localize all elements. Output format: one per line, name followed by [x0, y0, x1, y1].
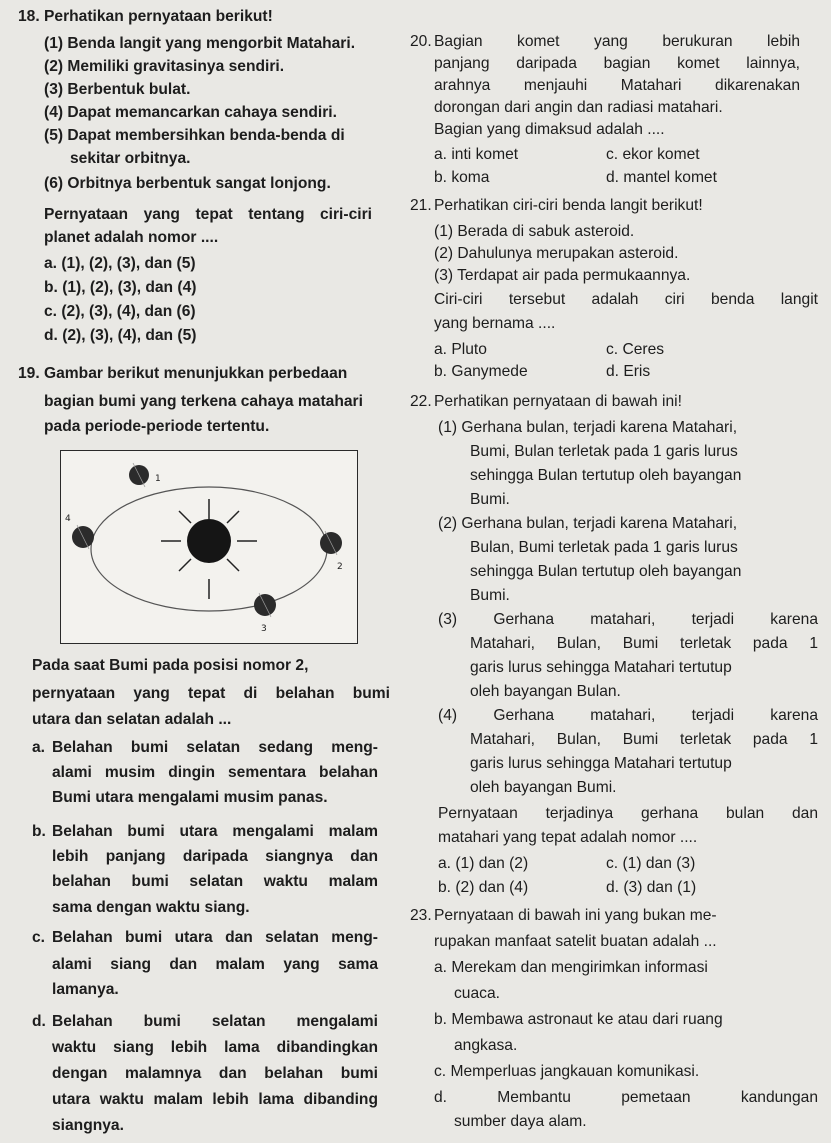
position-label: 1 — [155, 474, 161, 484]
option-line: Belahan bumi selatan sedang meng- — [52, 739, 378, 756]
item-line: (2) Gerhana bulan, terjadi karena Matahari, — [438, 515, 738, 532]
option-line: siangnya. — [52, 1117, 124, 1134]
option-d: d. mantel komet — [606, 169, 717, 186]
option-line: lamanya. — [52, 981, 119, 998]
option-a: a. (1), (2), (3), dan (5) — [44, 255, 196, 272]
earth-position-2 — [320, 531, 343, 572]
question-number: 19. — [18, 365, 40, 382]
option-letter: b. — [32, 823, 46, 840]
option-line: Belahan bumi utara dan selatan meng- — [52, 929, 378, 946]
question-number: 22. — [410, 393, 432, 410]
statement: (4) Dapat memancarkan cahaya sendiri. — [44, 104, 337, 121]
option-b: b. koma — [434, 169, 490, 186]
statement: (3) Berbentuk bulat. — [44, 81, 191, 98]
item-line: oleh bayangan Bumi. — [470, 779, 617, 796]
option-a-line: a. Merekam dan mengirimkan informasi — [434, 959, 708, 976]
statement: (1) Benda langit yang mengorbit Matahari. — [44, 35, 356, 52]
question-text: matahari yang tepat adalah nomor .... — [438, 829, 698, 846]
option-line: alami siang dan malam yang sama — [52, 956, 378, 973]
option-a: a. inti komet — [434, 146, 519, 163]
question-text: planet adalah nomor .... — [44, 229, 219, 246]
question-line: dorongan dari angin dan radiasi matahari. — [434, 99, 723, 116]
item-line: (4) Gerhana matahari, terjadi karena — [438, 707, 818, 724]
item-line: oleh bayangan Bulan. — [470, 683, 621, 700]
option-c: c. (1) dan (3) — [606, 855, 696, 872]
question-number: 23. — [410, 907, 432, 924]
question-text: Pernyataan yang tepat tentang ciri-ciri — [44, 206, 372, 223]
statement: (2) Memiliki gravitasinya sendiri. — [44, 58, 285, 75]
question-stem: Perhatikan ciri-ciri benda langit berikut! — [434, 197, 703, 214]
item-line: sehingga Bulan tertutup oleh bayangan — [470, 563, 742, 580]
question-stem: Pernyataan di bawah ini yang bukan me- — [434, 907, 717, 924]
question-text: Pada saat Bumi pada posisi nomor 2, — [32, 657, 309, 674]
sun — [161, 499, 257, 599]
question-number: 21. — [410, 197, 432, 214]
item: (3) Terdapat air pada permukaannya. — [434, 267, 691, 284]
option-a-line: cuaca. — [454, 985, 500, 1002]
item-line: garis lurus sehingga Matahari tertutup — [470, 659, 732, 676]
option-line: belahan bumi selatan waktu malam — [52, 873, 378, 890]
question-stem: Perhatikan pernyataan berikut! — [44, 8, 273, 25]
question-line: Bagian komet yang berukuran lebih — [434, 33, 800, 50]
earth-orbit-figure — [60, 450, 358, 644]
option-line: lebih panjang daripada siangnya dan — [52, 848, 378, 865]
position-label: 2 — [337, 562, 343, 572]
question-text: Ciri-ciri tersebut adalah ciri benda langit — [434, 291, 818, 308]
option-line: alami musim dingin sementara belahan — [52, 764, 378, 781]
earth-position-1 — [129, 463, 161, 487]
question-text: yang bernama .... — [434, 315, 556, 332]
option-c: c. ekor komet — [606, 146, 700, 163]
item-line: Bumi. — [470, 587, 510, 604]
option-line: utara waktu malam lebih lama dibanding — [52, 1091, 378, 1108]
option-b: b. (1), (2), (3), dan (4) — [44, 279, 197, 296]
position-label: 4 — [65, 514, 71, 524]
item-line: Matahari, Bulan, Bumi terletak pada 1 — [470, 731, 818, 748]
statement: (5) Dapat membersihkan benda-benda di — [44, 127, 345, 144]
question-stem: Perhatikan pernyataan di bawah ini! — [434, 393, 682, 410]
item-line: Bumi. — [470, 491, 510, 508]
question-text: utara dan selatan adalah ... — [32, 711, 232, 728]
option-d: d. (2), (3), (4), dan (5) — [44, 327, 197, 344]
option-line: sama dengan waktu siang. — [52, 899, 250, 916]
item-line: sehingga Bulan tertutup oleh bayangan — [470, 467, 742, 484]
question-stem: rupakan manfaat satelit buatan adalah ... — [434, 933, 717, 950]
item-line: Bumi, Bulan terletak pada 1 garis lurus — [470, 443, 738, 460]
question-line: panjang daripada bagian komet lainnya, — [434, 55, 800, 72]
option-line: dengan malamnya dan belahan bumi — [52, 1065, 378, 1082]
option-line: Belahan bumi utara mengalami malam — [52, 823, 378, 840]
question-text: Pernyataan terjadinya gerhana bulan dan — [438, 805, 818, 822]
question-line: arahnya menjauhi Matahari dikarenakan — [434, 77, 800, 94]
option-d: d. (3) dan (1) — [606, 879, 697, 896]
item-line: (1) Gerhana bulan, terjadi karena Matahari, — [438, 419, 738, 436]
question-line: Bagian yang dimaksud adalah .... — [434, 121, 665, 138]
option-line: waktu siang lebih lama dibandingkan — [52, 1039, 378, 1056]
option-c: c. (2), (3), (4), dan (6) — [44, 303, 196, 320]
option-letter: d. — [32, 1013, 46, 1030]
option-b-line: angkasa. — [454, 1037, 518, 1054]
option-letter: c. — [32, 929, 46, 946]
question-number: 18. — [18, 8, 40, 25]
statement: (6) Orbitnya berbentuk sangat lonjong. — [44, 175, 331, 192]
option-line: Bumi utara mengalami musim panas. — [52, 789, 328, 806]
item: (2) Dahulunya merupakan asteroid. — [434, 245, 679, 262]
position-label: 3 — [261, 624, 267, 634]
option-c-line: c. Memperluas jangkauan komunikasi. — [434, 1063, 700, 1080]
option-a: a. (1) dan (2) — [438, 855, 529, 872]
option-c: c. Ceres — [606, 341, 665, 358]
question-stem: pada periode-periode tertentu. — [44, 418, 270, 435]
option-line: Belahan bumi selatan mengalami — [52, 1013, 378, 1030]
option-letter: a. — [32, 739, 46, 756]
question-stem: Gambar berikut menunjukkan perbedaan — [44, 365, 348, 382]
item-line: garis lurus sehingga Matahari tertutup — [470, 755, 732, 772]
question-text: pernyataan yang tepat di belahan bumi — [32, 685, 390, 702]
orbit-diagram — [61, 451, 357, 643]
question-stem: bagian bumi yang terkena cahaya matahari — [44, 393, 363, 410]
question-number: 20. — [410, 33, 432, 50]
earth-position-4 — [65, 514, 94, 549]
statement: sekitar orbitnya. — [70, 150, 191, 167]
earth-position-3 — [254, 593, 276, 634]
option-d-line: sumber daya alam. — [454, 1113, 587, 1130]
option-b: b. (2) dan (4) — [438, 879, 529, 896]
option-a: a. Pluto — [434, 341, 487, 358]
item-line: Bulan, Bumi terletak pada 1 garis lurus — [470, 539, 738, 556]
item-line: Matahari, Bulan, Bumi terletak pada 1 — [470, 635, 818, 652]
option-d: d. Eris — [606, 363, 651, 380]
option-d-line: d. Membantu pemetaan kandungan — [434, 1089, 818, 1106]
item: (1) Berada di sabuk asteroid. — [434, 223, 635, 240]
item-line: (3) Gerhana matahari, terjadi karena — [438, 611, 818, 628]
option-b: b. Ganymede — [434, 363, 528, 380]
option-b-line: b. Membawa astronaut ke atau dari ruang — [434, 1011, 723, 1028]
